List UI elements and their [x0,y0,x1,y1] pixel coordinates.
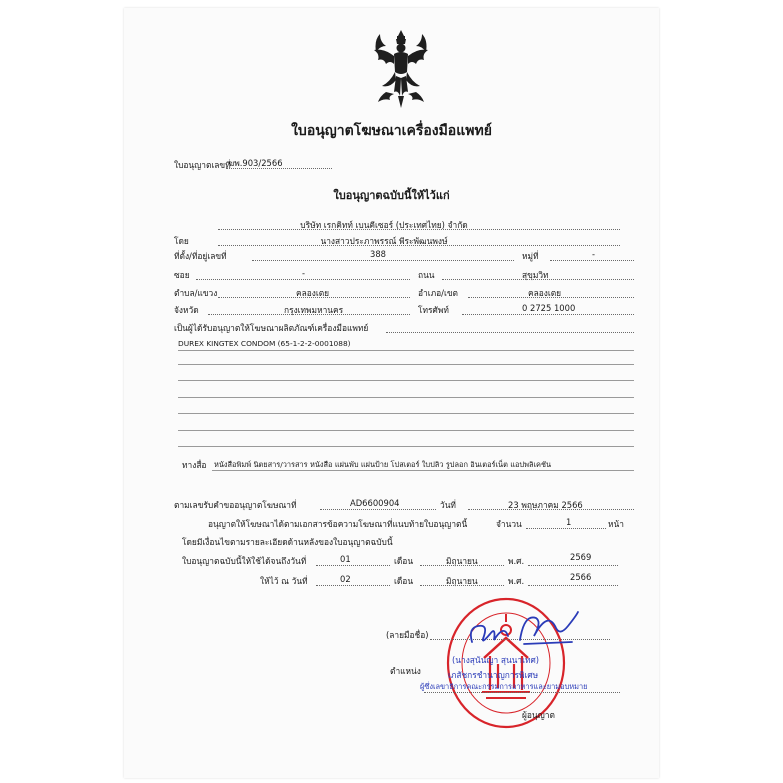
attachment-unit: หน้า [608,519,624,529]
garuda-emblem-icon [372,30,430,108]
signer-organization: ผู้ซึ่งเลขาธิการคณะกรรมการอาหารและยามอบหมาย [420,682,588,691]
house-no-label: ที่ตั้ง/ที่อยู่เลขที่ [174,251,227,261]
house-no: 388 [370,249,386,259]
soi: - [302,268,306,278]
media-label: ทางสื่อ [182,460,207,470]
district: คลองเตย [528,288,562,298]
province: กรุงเทพมหานคร [284,305,344,315]
issued-on-month: มิถุนายน [446,576,478,586]
signer-title: เภสัชกรชำนาญการพิเศษ [448,670,539,680]
province-label: จังหวัด [174,305,199,315]
request-number: AD6600904 [350,498,400,508]
license-number: ฆพ.903/2566 [228,158,283,168]
valid-until-label: ใบอนุญาตฉบับนี้ให้ใช้ได้จนถึงวันที่ [182,556,307,566]
conditions-text: โดยมีเงื่อนไขตามรายละเอียดด้านหลังของใบอนุญาตฉบับนี้ [182,537,393,547]
subdistrict-label: ตำบล/แขวง [174,288,218,298]
district-label: อำเภอ/เขต [418,288,458,298]
signature-label: (ลายมือชื่อ) [386,630,429,640]
valid-until-month-label: เดือน [394,556,414,566]
issued-to-heading: ใบอนุญาตฉบับนี้ให้ไว้แก่ [333,189,450,202]
soi-label: ซอย [174,270,190,280]
valid-until-year-label: พ.ศ. [508,556,525,566]
moo: - [592,249,596,259]
request-date-label: วันที่ [440,500,456,510]
representative-name: นางสาวประภาพรรณ์ พีระพัฒนพงษ์ [320,236,448,246]
road-label: ถนน [418,270,435,280]
issued-on-year: 2566 [570,572,592,582]
request-date: 23 พฤษภาคม 2566 [508,500,583,510]
attachment-count: 1 [566,517,572,527]
license-document [124,8,659,778]
valid-until-month: มิถุนายน [446,556,478,566]
attachment-count-label: จำนวน [496,519,522,529]
issued-on-day: 02 [340,574,351,584]
by-label: โดย [174,236,189,246]
issued-on-year-label: พ.ศ. [508,576,525,586]
licensor-label: ผู้อนุญาต [522,710,555,720]
company-name: บริษัท เรกคิทท์ เบนคีเซอร์ (ประเทศไทย) จำกัด [300,220,468,230]
moo-label: หมู่ที่ [522,251,539,261]
subdistrict: คลองเตย [296,288,330,298]
permission-text: เป็นผู้ได้รับอนุญาตให้โฆษณาผลิตภัณฑ์เครื่องมือแพทย์ [174,323,369,333]
issued-on-label: ให้ไว้ ณ วันที่ [260,576,308,586]
media-list: หนังสือพิมพ์ นิตยสาร/วารสาร หนังสือ แผ่นพับ แผ่นป้าย โปสเตอร์ ใบปลิว รูปลอก อินเตอร์เน็ต แอปพลิเคชัน [214,460,552,469]
signer-name: (นางสุนันญา สุนนาเทศ) [452,655,540,665]
position-label: ตำแหน่ง [390,666,421,676]
issued-on-month-label: เดือน [394,576,414,586]
document-title: ใบอนุญาตโฆษณาเครื่องมือแพทย์ [291,123,492,139]
valid-until-year: 2569 [570,552,592,562]
valid-until-day: 01 [340,554,351,564]
attachment-text: อนุญาตให้โฆษณาได้ตามเอกสารข้อความโฆษณาที่แนบท้ายใบอนุญาตนี้ [208,519,468,529]
road: สุขุมวิท [522,270,549,280]
request-number-label: ตามเลขรับคำขออนุญาตโฆษณาที่ [174,500,297,510]
signature-scribble-icon [464,606,592,652]
phone-label: โทรศัพท์ [418,305,449,315]
product-name: DUREX KINGTEX CONDOM (65-1-2-2-0001088) [178,339,351,348]
license-number-label: ใบอนุญาตเลขที่ [174,160,231,170]
phone: 0 2725 1000 [522,303,576,313]
